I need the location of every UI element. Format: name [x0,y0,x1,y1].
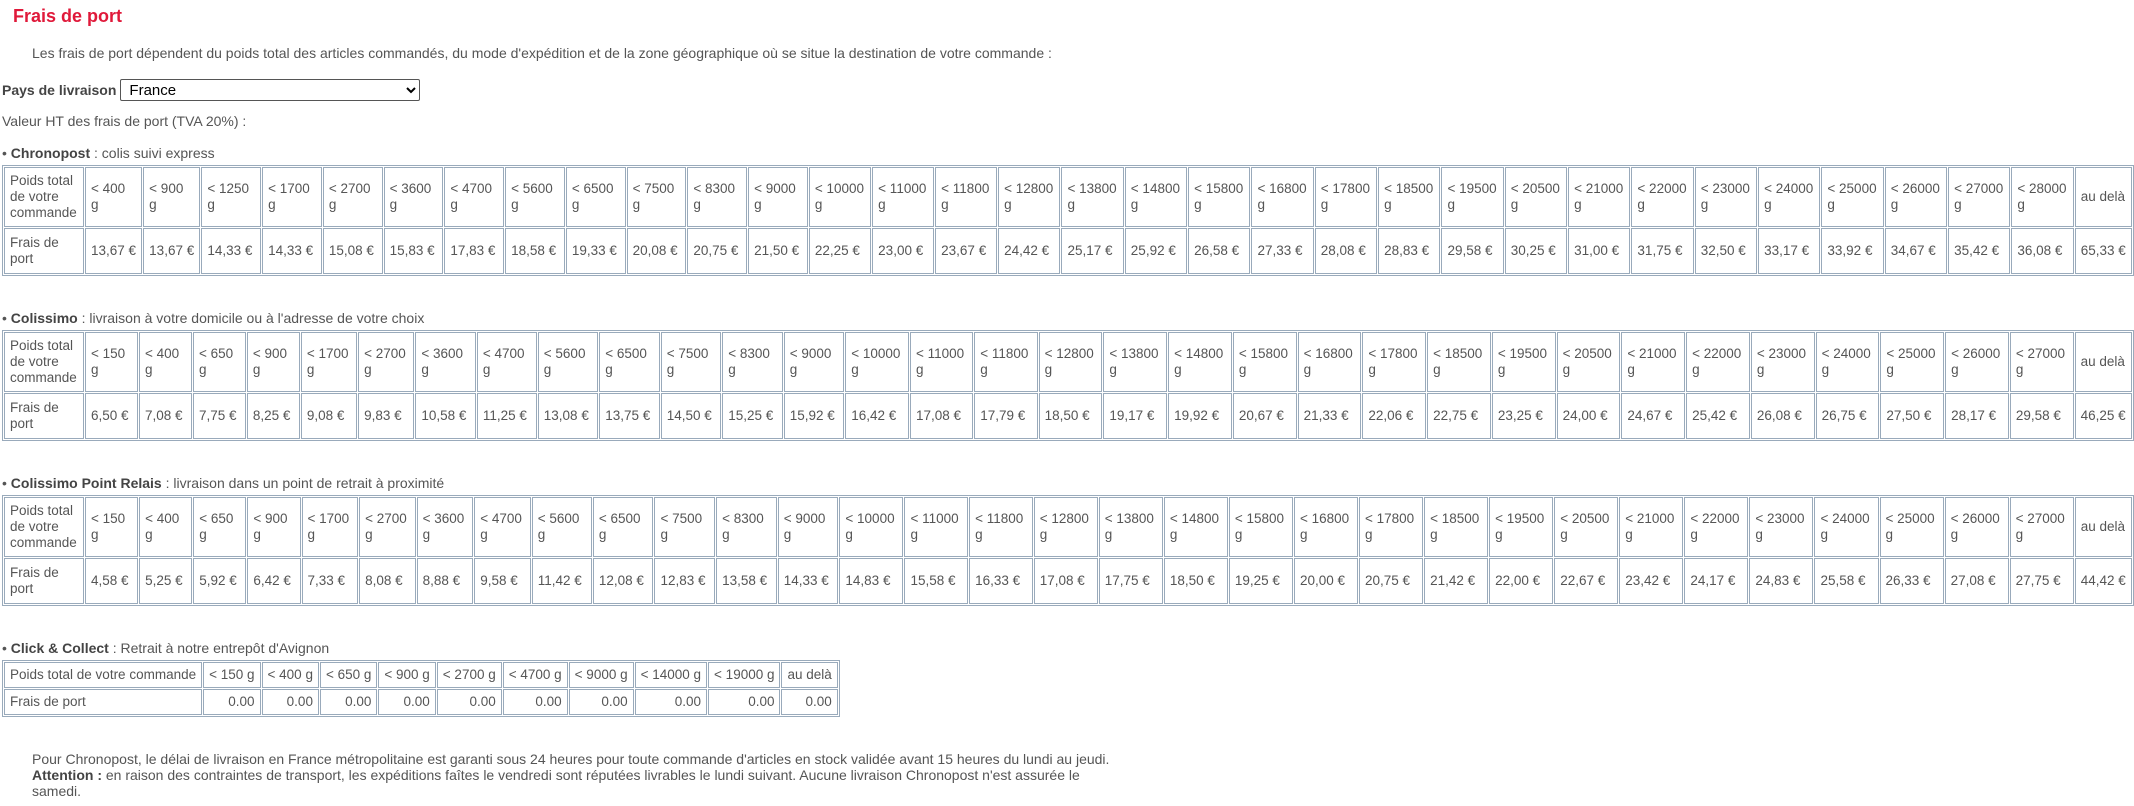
price-cell: 22,25 € [809,228,871,274]
price-cell: 21,33 € [1298,393,1362,439]
weight-cell: < 16800 g [1294,497,1358,557]
table-row-prices [4,689,838,715]
shipping-rate-table [2,330,2134,441]
weight-cell: < 900 g [378,662,435,688]
price-cell: 17,08 € [1034,558,1098,604]
price-cell: 5,92 € [193,558,246,604]
price-cell: 28,83 € [1378,228,1440,274]
weight-cell: < 13800 g [1099,497,1163,557]
price-cell: 7,75 € [193,393,246,439]
weight-cell: < 4700 g [474,497,531,557]
weight-cell: < 20500 g [1505,167,1567,227]
price-cell: 20,08 € [627,228,687,274]
price-cell: 27,75 € [2010,558,2074,604]
weight-cell: < 2700 g [437,662,502,688]
weight-cell: < 12800 g [1039,332,1103,392]
price-cell: 25,17 € [1061,228,1123,274]
weight-cell: < 15800 g [1233,332,1297,392]
weight-cell: < 12800 g [998,167,1060,227]
weight-cell: < 23000 g [1751,332,1815,392]
price-cell: 33,17 € [1758,228,1820,274]
weight-cell: < 11000 g [872,167,934,227]
row-header-weight: Poids total de votre commande [4,497,84,557]
weight-cell: < 650 g [193,332,246,392]
price-cell: 17,75 € [1099,558,1163,604]
weight-cell: < 6500 g [566,167,626,227]
price-cell: 23,67 € [935,228,997,274]
weight-cell: < 19000 g [708,662,780,688]
price-cell: 23,00 € [872,228,934,274]
price-cell: 25,58 € [1814,558,1878,604]
weight-cell: < 900 g [143,167,200,227]
weight-cell: < 20500 g [1554,497,1618,557]
ht-note: Valeur HT des frais de port (TVA 20%) : [2,113,247,129]
price-cell: 24,67 € [1621,393,1685,439]
price-cell: 26,08 € [1751,393,1815,439]
weight-cell: < 4700 g [444,167,504,227]
price-cell: 0.00 [781,689,837,715]
table-row-weights [4,332,2132,392]
shipping-rate-table [2,165,2134,276]
price-cell: 24,00 € [1557,393,1621,439]
shipping-rate-table [2,495,2134,606]
weight-cell: < 25000 g [1880,497,1944,557]
shipping-rate-table [2,660,840,717]
price-cell: 20,75 € [1359,558,1423,604]
weight-cell: < 400 g [262,662,319,688]
weight-cell: < 24000 g [1816,332,1880,392]
weight-cell: < 24000 g [1758,167,1820,227]
price-cell: 20,00 € [1294,558,1358,604]
weight-cell: < 13800 g [1103,332,1167,392]
weight-cell: < 1700 g [301,332,357,392]
weight-cell: < 3600 g [417,497,474,557]
weight-cell: < 11000 g [910,332,973,392]
weight-cell: < 2700 g [358,332,414,392]
weight-cell: < 4700 g [477,332,537,392]
price-cell: 0.00 [378,689,435,715]
price-cell: 15,08 € [323,228,383,274]
section-title: • Chronopost : colis suivi express [2,145,215,161]
weight-cell: au delà [2075,167,2132,227]
attention-label: Attention : [32,767,102,783]
section-title: • Click & Collect : Retrait à notre entrepôt d'Avignon [2,640,330,656]
country-label: Pays de livraison [2,82,117,98]
price-cell: 16,33 € [969,558,1033,604]
price-cell: 34,67 € [1885,228,1947,274]
price-cell: 0.00 [437,689,502,715]
price-cell: 19,17 € [1103,393,1167,439]
weight-cell: < 16800 g [1251,167,1313,227]
weight-cell: < 900 g [247,332,300,392]
price-cell: 24,83 € [1749,558,1813,604]
price-cell: 21,42 € [1424,558,1488,604]
price-cell: 13,67 € [143,228,200,274]
price-cell: 32,50 € [1695,228,1757,274]
section-desc: : Retrait à notre entrepôt d'Avignon [108,640,330,656]
weight-cell: < 8300 g [687,167,747,227]
weight-cell: < 6500 g [599,332,659,392]
price-cell: 9,83 € [358,393,414,439]
weight-cell: < 5600 g [538,332,598,392]
weight-cell: < 23000 g [1749,497,1813,557]
weight-cell: < 5600 g [532,497,592,557]
price-cell: 27,50 € [1880,393,1944,439]
price-cell: 0.00 [569,689,634,715]
weight-cell: < 23000 g [1695,167,1757,227]
weight-cell: < 21000 g [1621,332,1685,392]
price-cell: 0.00 [203,689,260,715]
price-cell: 7,33 € [302,558,359,604]
price-cell: 22,06 € [1362,393,1426,439]
price-cell: 46,25 € [2075,393,2132,439]
attention-note [32,767,1122,799]
row-header-weight: Poids total de votre commande [4,167,84,227]
weight-cell: au delà [781,662,837,688]
price-cell: 14,33 € [201,228,261,274]
table-row-weights [4,167,2132,227]
section-name: Chronopost [10,145,91,161]
weight-cell: < 14800 g [1164,497,1228,557]
table-row-weights [4,662,838,688]
weight-cell: < 27000 g [2010,332,2074,392]
price-cell: 13,08 € [538,393,598,439]
price-cell: 15,25 € [722,393,782,439]
weight-cell: < 26000 g [1945,497,2009,557]
weight-cell: < 26000 g [1945,332,2009,392]
weight-cell: < 400 g [139,332,192,392]
weight-cell: < 26000 g [1885,167,1947,227]
price-cell: 30,25 € [1505,228,1567,274]
price-cell: 0.00 [635,689,707,715]
price-cell: 19,25 € [1229,558,1293,604]
price-cell: 14,33 € [262,228,322,274]
weight-cell: < 17800 g [1362,332,1426,392]
weight-cell: < 11800 g [935,167,997,227]
weight-cell: < 10000 g [845,332,909,392]
price-cell: 25,42 € [1686,393,1750,439]
price-cell: 15,83 € [384,228,444,274]
weight-cell: < 150 g [203,662,260,688]
weight-cell: < 10000 g [839,497,903,557]
price-cell: 7,08 € [139,393,192,439]
weight-cell: < 11000 g [904,497,968,557]
weight-cell: < 150 g [85,497,138,557]
weight-cell: < 2700 g [323,167,383,227]
weight-cell: < 4700 g [503,662,568,688]
price-cell: 15,92 € [784,393,844,439]
price-cell: 9,58 € [474,558,531,604]
price-cell: 14,33 € [778,558,839,604]
weight-cell: < 15800 g [1229,497,1293,557]
weight-cell: < 650 g [193,497,246,557]
price-cell: 22,00 € [1489,558,1553,604]
chronopost-note: Pour Chronopost, le délai de livraison en France métropolitaine est garanti sous 24 heures pour toute commande d'articles en stock validée avant 15 heures du lundi au jeudi. [32,751,1110,767]
weight-cell: < 25000 g [1880,332,1944,392]
weight-cell: < 14000 g [635,662,707,688]
price-cell: 8,25 € [247,393,300,439]
weight-cell: < 150 g [85,332,138,392]
price-cell: 11,42 € [532,558,592,604]
price-cell: 22,75 € [1427,393,1491,439]
weight-cell: < 9000 g [569,662,634,688]
weight-cell: < 9000 g [778,497,839,557]
weight-cell: < 18500 g [1378,167,1440,227]
price-cell: 27,33 € [1251,228,1313,274]
weight-cell: < 19500 g [1492,332,1556,392]
weight-cell: < 25000 g [1821,167,1883,227]
section-title: • Colissimo Point Relais : livraison dans un point de retrait à proximité [2,475,445,491]
price-cell: 12,08 € [593,558,654,604]
price-cell: 8,88 € [417,558,474,604]
weight-cell: < 3600 g [415,332,475,392]
weight-cell: < 1700 g [302,497,359,557]
weight-cell: < 22000 g [1686,332,1750,392]
weight-cell: < 11800 g [969,497,1033,557]
shipping-sections [2,145,2134,717]
weight-cell: < 16800 g [1298,332,1362,392]
price-cell: 11,25 € [477,393,537,439]
price-cell: 12,83 € [654,558,715,604]
weight-cell: < 650 g [320,662,377,688]
price-cell: 14,50 € [661,393,721,439]
country-select[interactable] [120,79,420,101]
weight-cell: < 21000 g [1568,167,1630,227]
section-title: • Colissimo : livraison à votre domicile ou à l'adresse de votre choix [2,310,425,326]
attention-text: en raison des contraintes de transport, les expéditions faîtes le vendredi sont réputées livrables le lundi suivant. Aucune livraison Chronopost n'est assurée le samedi. [32,767,1080,799]
weight-cell: < 22000 g [1684,497,1748,557]
delivery-notes [32,751,1122,799]
price-cell: 19,33 € [566,228,626,274]
price-cell: 15,58 € [904,558,968,604]
weight-cell: < 20500 g [1557,332,1621,392]
weight-cell: < 19500 g [1489,497,1553,557]
weight-cell: < 900 g [247,497,300,557]
table-row-prices [4,393,2132,439]
weight-cell: < 1250 g [201,167,261,227]
price-cell: 24,42 € [998,228,1060,274]
price-cell: 20,75 € [687,228,747,274]
price-cell: 29,58 € [2010,393,2074,439]
weight-cell: < 3600 g [384,167,444,227]
weight-cell: < 11800 g [974,332,1037,392]
weight-cell: < 27000 g [1948,167,2010,227]
weight-cell: < 2700 g [359,497,416,557]
section-name: Click & Collect [10,640,109,656]
price-cell: 23,25 € [1492,393,1556,439]
price-cell: 28,08 € [1315,228,1377,274]
weight-cell: < 19500 g [1441,167,1503,227]
section-name: Colissimo [10,310,78,326]
weight-cell: < 12800 g [1034,497,1098,557]
price-cell: 13,67 € [85,228,142,274]
price-cell: 18,58 € [505,228,565,274]
section-desc: : colis suivi express [90,145,215,161]
row-header-weight: Poids total de votre commande [4,662,202,688]
price-cell: 6,50 € [85,393,138,439]
weight-cell: < 7500 g [661,332,721,392]
weight-cell: < 18500 g [1427,332,1491,392]
weight-cell: < 14800 g [1125,167,1187,227]
weight-cell: < 6500 g [593,497,654,557]
country-selector [2,79,2134,101]
weight-cell: < 15800 g [1188,167,1250,227]
price-cell: 44,42 € [2075,558,2132,604]
weight-cell: < 1700 g [262,167,322,227]
weight-cell: < 10000 g [809,167,871,227]
weight-cell: < 13800 g [1061,167,1123,227]
section-name: Colissimo Point Relais [10,475,162,491]
price-cell: 26,58 € [1188,228,1250,274]
price-cell: 10,58 € [415,393,475,439]
weight-cell: < 9000 g [748,167,808,227]
weight-cell: < 17800 g [1315,167,1377,227]
row-header-price: Frais de port [4,689,202,715]
price-cell: 9,08 € [301,393,357,439]
price-cell: 17,83 € [444,228,504,274]
weight-cell: < 18500 g [1424,497,1488,557]
price-cell: 0.00 [262,689,319,715]
weight-cell: < 8300 g [722,332,782,392]
weight-cell: < 14800 g [1168,332,1232,392]
row-header-price: Frais de port [4,558,84,604]
price-cell: 13,58 € [716,558,777,604]
price-cell: 31,00 € [1568,228,1630,274]
price-cell: 17,08 € [910,393,973,439]
price-cell: 13,75 € [599,393,659,439]
weight-cell: < 17800 g [1359,497,1423,557]
weight-cell: < 5600 g [505,167,565,227]
price-cell: 0.00 [320,689,377,715]
price-cell: 0.00 [708,689,780,715]
price-cell: 16,42 € [845,393,909,439]
price-cell: 24,17 € [1684,558,1748,604]
weight-cell: < 24000 g [1814,497,1878,557]
weight-cell: < 22000 g [1631,167,1693,227]
weight-cell: au delà [2075,332,2132,392]
weight-cell: < 21000 g [1619,497,1683,557]
price-cell: 19,92 € [1168,393,1232,439]
row-header-price: Frais de port [4,228,84,274]
weight-cell: < 8300 g [716,497,777,557]
section-desc: : livraison à votre domicile ou à l'adresse de votre choix [77,310,425,326]
price-cell: 21,50 € [748,228,808,274]
price-cell: 14,83 € [839,558,903,604]
price-cell: 29,58 € [1441,228,1503,274]
weight-cell: < 400 g [139,497,192,557]
weight-cell: < 28000 g [2011,167,2073,227]
table-row-weights [4,497,2132,557]
price-cell: 65,33 € [2075,228,2132,274]
price-cell: 8,08 € [359,558,416,604]
weight-cell: < 27000 g [2010,497,2074,557]
price-cell: 4,58 € [85,558,138,604]
page-title: Frais de port [13,6,123,26]
price-cell: 33,92 € [1821,228,1883,274]
weight-cell: < 400 g [85,167,142,227]
table-row-prices [4,558,2132,604]
section-desc: : livraison dans un point de retrait à proximité [161,475,445,491]
price-cell: 20,67 € [1233,393,1297,439]
row-header-weight: Poids total de votre commande [4,332,84,392]
price-cell: 25,92 € [1125,228,1187,274]
weight-cell: au delà [2075,497,2132,557]
weight-cell: < 7500 g [654,497,715,557]
price-cell: 31,75 € [1631,228,1693,274]
table-row-prices [4,228,2132,274]
weight-cell: < 9000 g [784,332,844,392]
price-cell: 36,08 € [2011,228,2073,274]
price-cell: 0.00 [503,689,568,715]
row-header-price: Frais de port [4,393,84,439]
price-cell: 27,08 € [1945,558,2009,604]
price-cell: 5,25 € [139,558,192,604]
intro-text: Les frais de port dépendent du poids total des articles commandés, du mode d'expédition et de la zone géographique où se situe la destination de votre commande : [32,45,1052,61]
price-cell: 18,50 € [1164,558,1228,604]
price-cell: 22,67 € [1554,558,1618,604]
price-cell: 35,42 € [1948,228,2010,274]
price-cell: 6,42 € [247,558,300,604]
price-cell: 26,75 € [1816,393,1880,439]
price-cell: 23,42 € [1619,558,1683,604]
weight-cell: < 7500 g [627,167,687,227]
price-cell: 17,79 € [974,393,1037,439]
price-cell: 18,50 € [1039,393,1103,439]
price-cell: 26,33 € [1880,558,1944,604]
price-cell: 28,17 € [1945,393,2009,439]
